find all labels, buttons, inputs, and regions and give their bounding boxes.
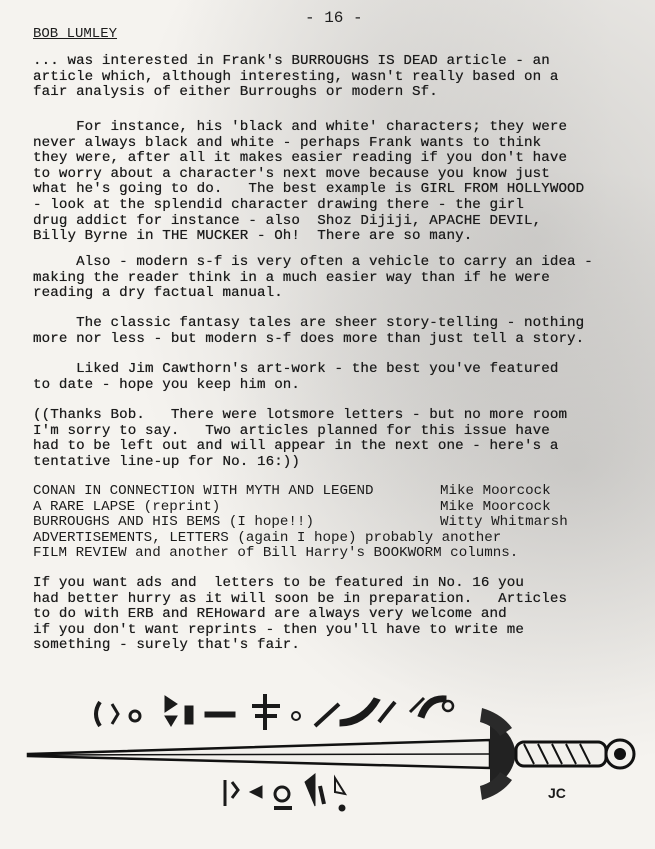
- artist-signature: JC: [548, 785, 566, 801]
- lineup-list: [33, 484, 633, 562]
- lineup-author: Mike Moorcock: [440, 483, 551, 499]
- sword: [28, 708, 634, 800]
- letter-author-heading: BOB LUMLEY: [33, 26, 118, 42]
- lineup-author: Mike Moorcock: [440, 498, 551, 515]
- lineup-title: CONAN IN CONNECTION WITH MYTH AND LEGEND: [33, 483, 374, 499]
- paragraph-modern-sf: Also - modern s-f is very often a vehicle to carry an idea - making the reader think in a much easier way than if he were reading a dry factual manual.: [33, 254, 593, 302]
- lineup-title: FILM REVIEW and another of Bill Harry's BOOKWORM columns.: [33, 545, 519, 562]
- lineup-item: [33, 515, 633, 531]
- lineup-item: [33, 531, 633, 547]
- page-number: - 16 -: [305, 9, 363, 27]
- sword-illustration: [20, 682, 645, 832]
- lineup-title: ADVERTISEMENTS, LETTERS (again I hope) probably another: [33, 529, 502, 546]
- paragraph-intro: ... was interested in Frank's BURROUGHS IS DEAD article - an article which, although interesting, wasn't really based on a fair analysis of either Burroughs or modern Sf.: [33, 53, 559, 101]
- paragraph-artwork: Liked Jim Cawthorn's art-work - the best you've featured to date - hope you keep him on.: [33, 361, 559, 393]
- lineup-item: [33, 500, 633, 516]
- lineup-item: [33, 546, 633, 562]
- lineup-item: [33, 484, 633, 500]
- rune-glyphs-bottom: [225, 774, 345, 811]
- lineup-title: BURROUGHS AND HIS BEMS (I hope!!): [33, 514, 314, 531]
- paragraph-classic-fantasy: The classic fantasy tales are sheer story-telling - nothing more nor less - but modern s-f does more than just tell a story.: [33, 315, 585, 347]
- editor-reply: ((Thanks Bob. There were lotsmore letters - but no more room I'm sorry to say. Two articles planned for this issue have had to be left out and will appear in the next one - here's a tentative line-up for No. 16:)): [33, 407, 568, 470]
- lineup-author: Witty Whitmarsh: [440, 514, 568, 531]
- closing-paragraph: If you want ads and letters to be featured in No. 16 you had better hurry as it will soon be in preparation. Articles to do with ERB and REHoward are always very welcome and if you don't want reprints - then you'll have to write me something - surely that's fair.: [33, 575, 568, 654]
- lineup-title: A RARE LAPSE (reprint): [33, 498, 221, 515]
- paragraph-characters: For instance, his 'black and white' characters; they were never always black and white - perhaps Frank wants to think they were, after all it makes easier reading if you don't have to worry about a character's next move because you know just what he's going to do. The best example is GIRL FROM HOLLYWOOD - look at the splendid character drawing there - the girl drug addict for instance - also Shoz Dijiji, APACHE DEVIL, Billy Byrne in THE MUCKER - Oh! There are so many.: [33, 119, 585, 245]
- rune-glyphs-top: [96, 694, 453, 730]
